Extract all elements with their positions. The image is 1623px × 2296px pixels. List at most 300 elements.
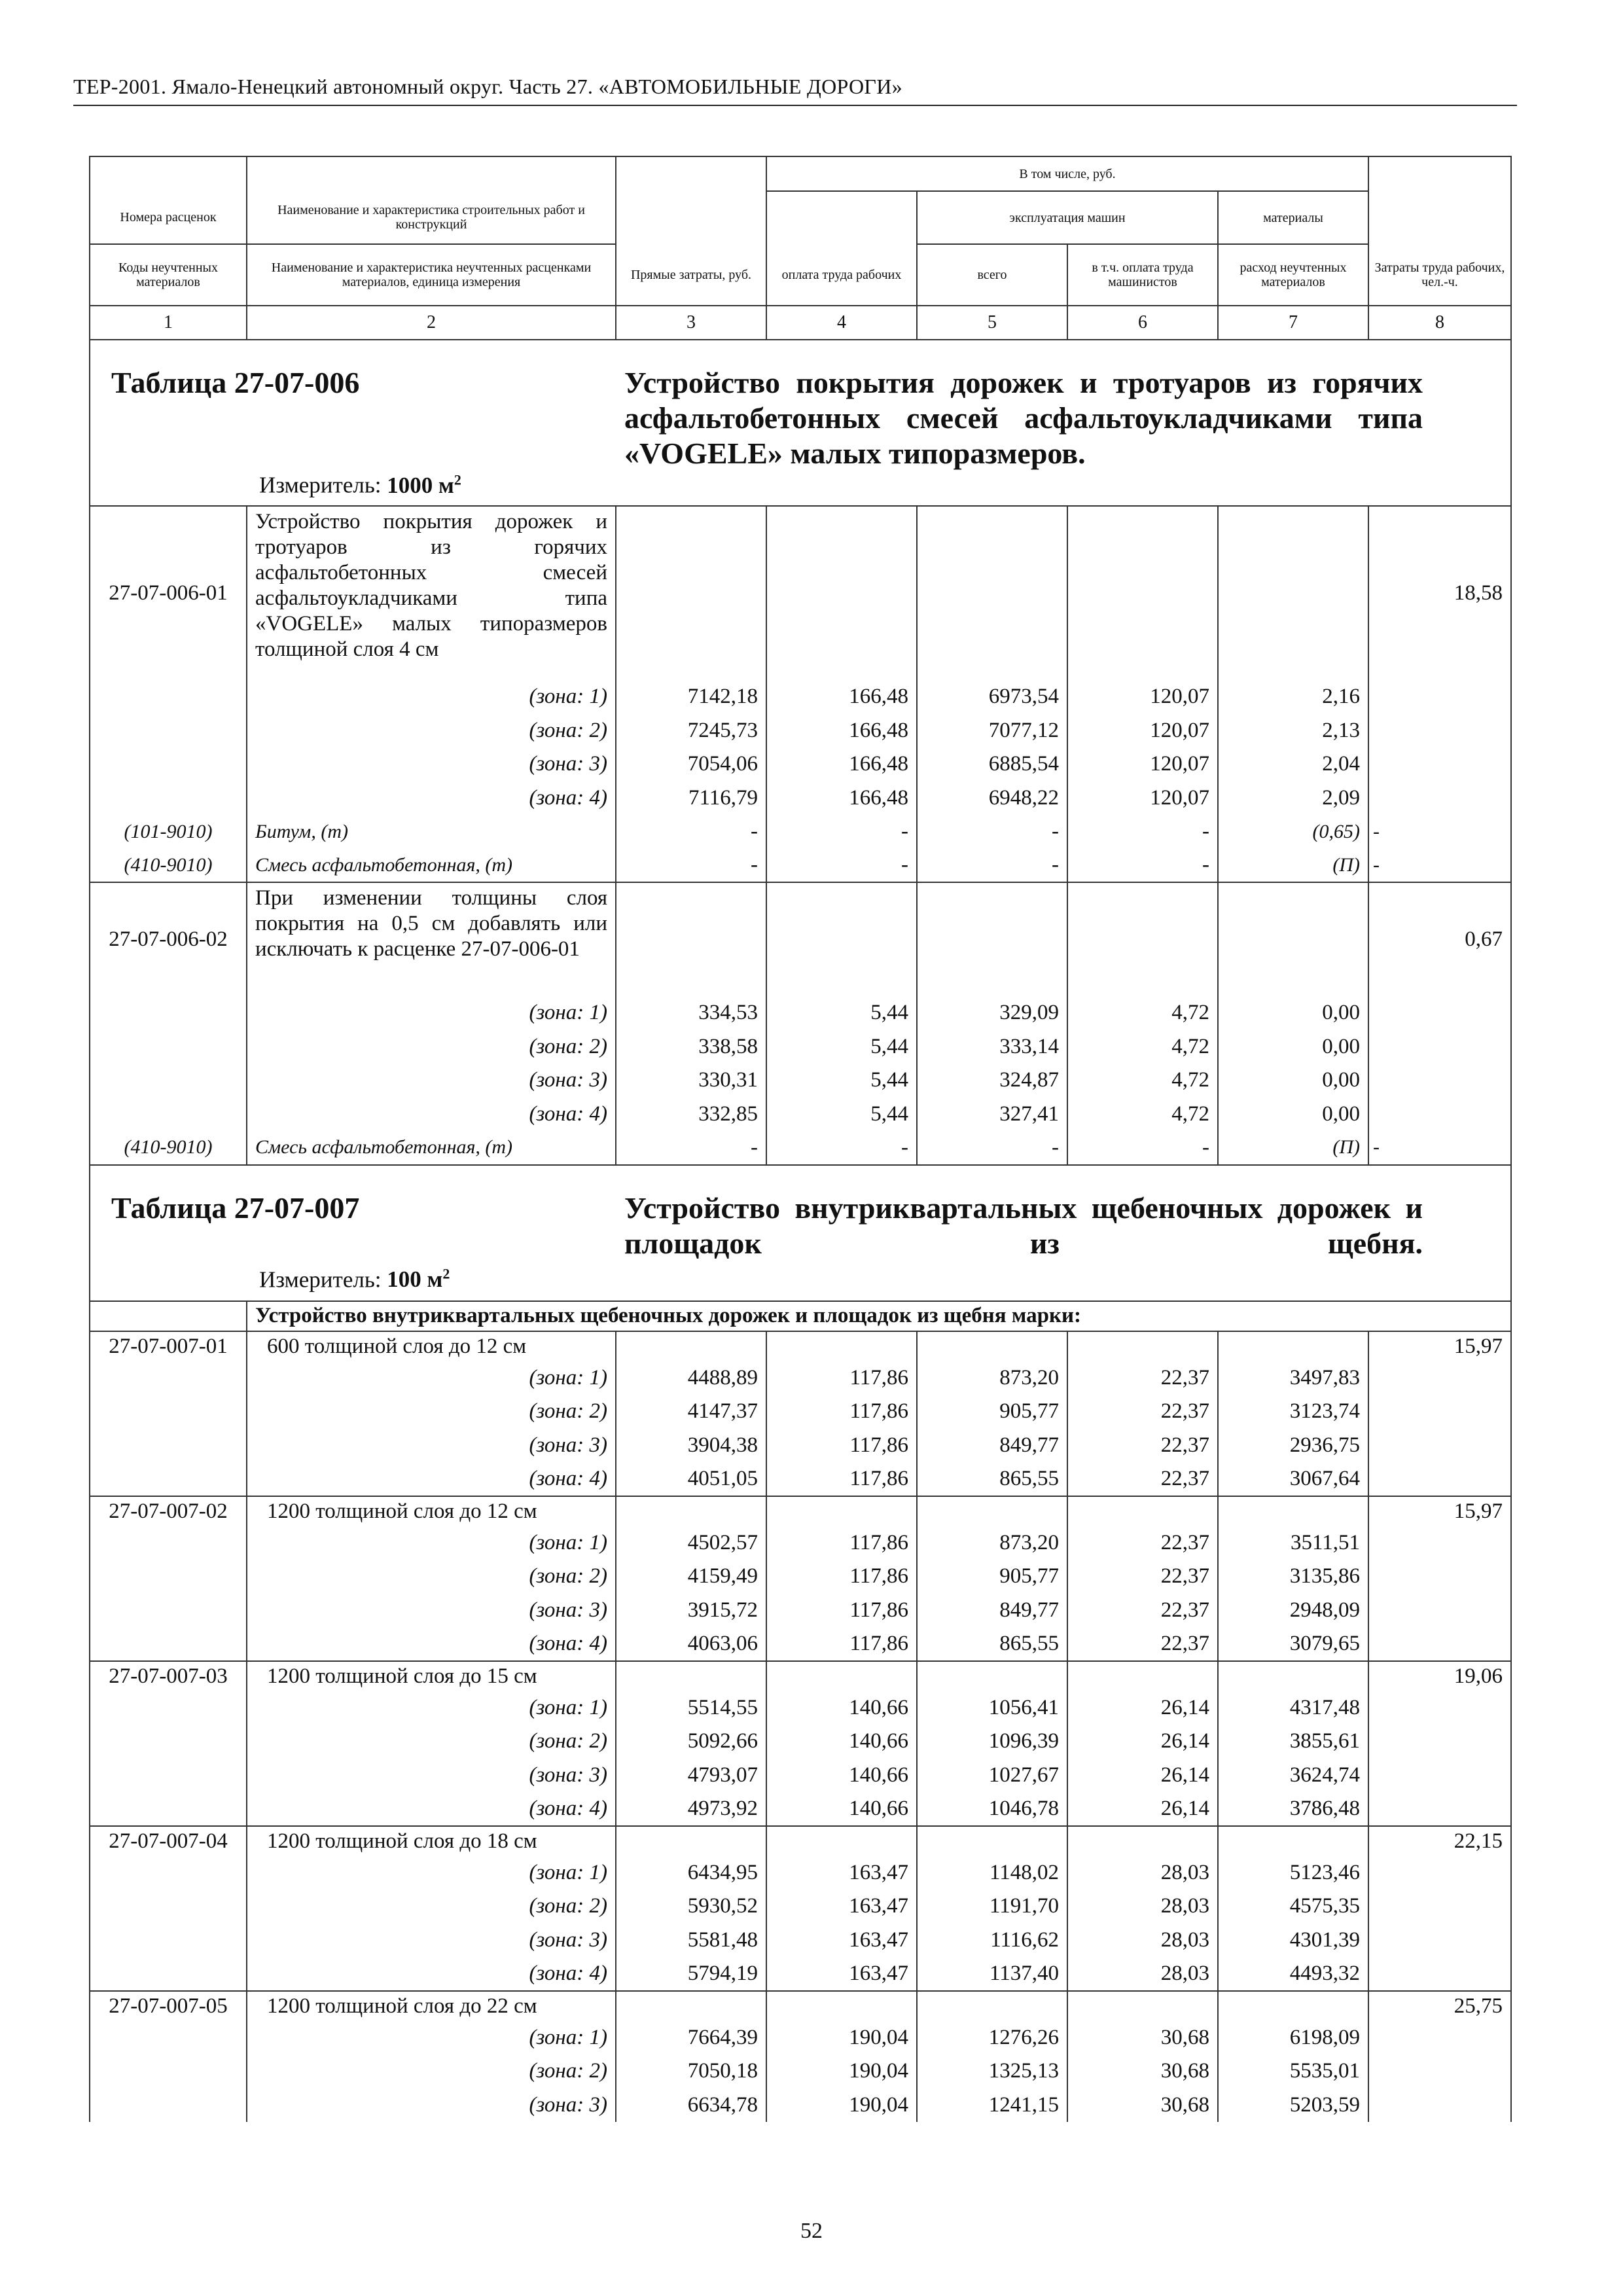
materials-cost: 2948,09 [1218, 1594, 1368, 1628]
zone-label: (зона: 3) [247, 1429, 616, 1463]
machines-cost: 7077,12 [917, 714, 1067, 748]
empty-cell [766, 1991, 917, 2021]
material-c4: - [766, 1131, 917, 1165]
zone-label: (зона: 1) [247, 1526, 616, 1560]
header-col6: в т.ч. оплата труда машинистов [1067, 244, 1218, 306]
materials-cost: 2936,75 [1218, 1429, 1368, 1463]
operators-cost: 30,68 [1067, 2054, 1218, 2089]
material-c4: - [766, 815, 917, 849]
material-code: (410-9010) [90, 1131, 247, 1165]
header-col1-bottom: Коды неучтенных материалов [90, 244, 247, 306]
zone-label: (зона: 2) [247, 1560, 616, 1594]
operators-cost: 22,37 [1067, 1395, 1218, 1429]
material-c6: - [1067, 849, 1218, 883]
wages-cost: 190,04 [766, 2089, 917, 2123]
machines-cost: 873,20 [917, 1361, 1067, 1395]
operators-cost: 22,37 [1067, 1462, 1218, 1496]
materials-cost: 2,04 [1218, 747, 1368, 781]
materials-cost: 0,00 [1218, 1064, 1368, 1098]
direct-cost: 4159,49 [616, 1560, 766, 1594]
operators-cost: 22,37 [1067, 1429, 1218, 1463]
zone-label: (зона: 1) [247, 1361, 616, 1395]
column-number: 8 [1368, 306, 1511, 340]
wages-cost: 190,04 [766, 2054, 917, 2089]
zone-label: (зона: 2) [247, 714, 616, 748]
direct-cost: 7245,73 [616, 714, 766, 748]
zone-label: (зона: 1) [247, 2021, 616, 2055]
header-rule [73, 105, 1517, 106]
machines-cost: 6973,54 [917, 680, 1067, 714]
header-machines: эксплуатация машин [917, 191, 1218, 244]
header-col1-top: Номера расценок [90, 191, 247, 244]
direct-cost: 338,58 [616, 1030, 766, 1064]
direct-cost: 3904,38 [616, 1429, 766, 1463]
material-c8: - [1368, 815, 1511, 849]
wages-cost: 5,44 [766, 1064, 917, 1098]
running-header: ТЕР-2001. Ямало-Ненецкий автономный округ. Часть 27. «АВТОМОБИЛЬНЫЕ ДОРОГИ» [73, 75, 902, 98]
material-c6: - [1067, 1131, 1218, 1165]
header-col8: Затраты труда рабочих, чел.-ч. [1368, 244, 1511, 306]
measure-value: 100 $м^2$ [387, 1265, 450, 1293]
wages-cost: 117,86 [766, 1594, 917, 1628]
empty-cell [1368, 1429, 1511, 1463]
empty-cell [90, 1098, 247, 1132]
wages-cost: 166,48 [766, 781, 917, 816]
zone-label: (зона: 4) [247, 1098, 616, 1132]
direct-cost: 330,31 [616, 1064, 766, 1098]
material-c3: - [616, 815, 766, 849]
zone-label: (зона: 3) [247, 747, 616, 781]
direct-cost: 7142,18 [616, 680, 766, 714]
direct-cost: 3915,72 [616, 1594, 766, 1628]
empty-cell [1368, 1725, 1511, 1759]
header-incl: В том числе, руб. [766, 156, 1368, 191]
empty-cell [1218, 1661, 1368, 1691]
empty-cell [90, 1395, 247, 1429]
zone-label: (зона: 3) [247, 1759, 616, 1793]
materials-cost: 3067,64 [1218, 1462, 1368, 1496]
rate-code: 27-07-007-01 [90, 1331, 247, 1361]
operators-cost: 22,37 [1067, 1361, 1218, 1395]
table007-section-header [90, 1165, 1511, 1301]
direct-cost: 334,53 [616, 996, 766, 1030]
materials-cost: 5123,46 [1218, 1856, 1368, 1890]
empty-cell [1368, 1030, 1511, 1064]
material-c5: - [917, 1131, 1067, 1165]
wages-cost: 163,47 [766, 1957, 917, 1991]
empty-cell [917, 1661, 1067, 1691]
zone-label: (зона: 2) [247, 1395, 616, 1429]
machines-cost: 324,87 [917, 1064, 1067, 1098]
operators-cost: 120,07 [1067, 680, 1218, 714]
direct-cost: 7054,06 [616, 747, 766, 781]
empty-cell [90, 1856, 247, 1890]
rate-description: 1200 толщиной слоя до 22 см [247, 1991, 616, 2021]
header-col3: Прямые затраты, руб. [616, 244, 766, 306]
operators-cost: 120,07 [1067, 714, 1218, 748]
empty-cell [90, 1030, 247, 1064]
operators-cost: 4,72 [1067, 1098, 1218, 1132]
operators-cost: 28,03 [1067, 1856, 1218, 1890]
material-name: Смесь асфальтобетонная, (т) [247, 849, 616, 883]
empty-cell [90, 1361, 247, 1395]
empty-cell [1067, 1826, 1218, 1856]
column-number: 5 [917, 306, 1067, 340]
empty-cell [616, 882, 766, 996]
empty-cell [90, 2021, 247, 2055]
operators-cost: 28,03 [1067, 1890, 1218, 1924]
empty-cell [1368, 1759, 1511, 1793]
rate-description: 600 толщиной слоя до 12 см [247, 1331, 616, 1361]
empty-cell [1368, 1924, 1511, 1958]
materials-cost: 4301,39 [1218, 1924, 1368, 1958]
column-number: 6 [1067, 306, 1218, 340]
machines-cost: 1056,41 [917, 1691, 1067, 1725]
zone-label: (зона: 1) [247, 996, 616, 1030]
direct-cost: 5514,55 [616, 1691, 766, 1725]
machines-cost: 865,55 [917, 1462, 1067, 1496]
direct-cost: 4051,05 [616, 1462, 766, 1496]
measure-sup: 2 [454, 471, 461, 488]
measure-value: 1000 $м^2$ [387, 471, 461, 498]
zone-label: (зона: 3) [247, 1924, 616, 1958]
direct-cost: 4793,07 [616, 1759, 766, 1793]
material-norm: (П) [1218, 849, 1368, 883]
direct-cost: 4973,92 [616, 1792, 766, 1826]
empty-cell [917, 1496, 1067, 1526]
empty-cell [766, 1826, 917, 1856]
empty-cell [1368, 1560, 1511, 1594]
empty-cell [1368, 1064, 1511, 1098]
empty-cell [1368, 714, 1511, 748]
zone-label: (зона: 2) [247, 1030, 616, 1064]
wages-cost: 140,66 [766, 1725, 917, 1759]
machines-cost: 6885,54 [917, 747, 1067, 781]
materials-cost: 5203,59 [1218, 2089, 1368, 2123]
direct-cost: 5581,48 [616, 1924, 766, 1958]
header-col5: всего [917, 244, 1067, 306]
zone-label: (зона: 2) [247, 1725, 616, 1759]
direct-cost: 5930,52 [616, 1890, 766, 1924]
wages-cost: 117,86 [766, 1462, 917, 1496]
empty-cell [1218, 1991, 1368, 2021]
operators-cost: 120,07 [1067, 747, 1218, 781]
column-number: 1 [90, 306, 247, 340]
operators-cost: 26,14 [1067, 1691, 1218, 1725]
empty-cell [917, 506, 1067, 680]
zone-label: (зона: 3) [247, 1064, 616, 1098]
materials-cost: 4317,48 [1218, 1691, 1368, 1725]
direct-cost: 4502,57 [616, 1526, 766, 1560]
table006-title: Таблица 27-07-006 [111, 366, 360, 399]
empty-cell [1067, 882, 1218, 996]
operators-cost: 26,14 [1067, 1725, 1218, 1759]
wages-cost: 117,86 [766, 1361, 917, 1395]
empty-cell [766, 1661, 917, 1691]
empty-cell [1067, 1331, 1218, 1361]
operators-cost: 22,37 [1067, 1627, 1218, 1661]
table007-subheading: Устройство внутриквартальных щебеночных дорожек и площадок из щебня марки: [247, 1301, 1511, 1331]
machines-cost: 1096,39 [917, 1725, 1067, 1759]
machines-cost: 849,77 [917, 1429, 1067, 1463]
operators-cost: 120,07 [1067, 781, 1218, 816]
materials-cost: 4493,32 [1218, 1957, 1368, 1991]
wages-cost: 140,66 [766, 1691, 917, 1725]
materials-cost: 3855,61 [1218, 1725, 1368, 1759]
empty-cell [616, 1331, 766, 1361]
wages-cost: 5,44 [766, 996, 917, 1030]
rate-description: Устройство покрытия дорожек и тротуаров из горячих асфальтобетонных смесей асфальтоукладчиками типа «VOGELE» малых типоразмеров толщиной слоя 4 см [247, 506, 616, 680]
direct-cost: 7050,18 [616, 2054, 766, 2089]
wages-cost: 117,86 [766, 1429, 917, 1463]
empty-cell [90, 1890, 247, 1924]
machines-cost: 1116,62 [917, 1924, 1067, 1958]
header-col4: оплата труда рабочих [766, 244, 917, 306]
wages-cost: 5,44 [766, 1098, 917, 1132]
empty-cell [1368, 1890, 1511, 1924]
zone-label: (зона: 2) [247, 1890, 616, 1924]
machines-cost: 849,77 [917, 1594, 1067, 1628]
labor-cost: 25,75 [1368, 1991, 1511, 2021]
wages-cost: 140,66 [766, 1759, 917, 1793]
materials-cost: 3624,74 [1218, 1759, 1368, 1793]
zone-label: (зона: 1) [247, 1691, 616, 1725]
zone-label: (зона: 1) [247, 1856, 616, 1890]
empty-cell [90, 1759, 247, 1793]
empty-cell [616, 1661, 766, 1691]
empty-cell [917, 1826, 1067, 1856]
measure-sup: 2 [442, 1265, 450, 1282]
materials-cost: 3123,74 [1218, 1395, 1368, 1429]
wages-cost: 117,86 [766, 1560, 917, 1594]
table007-measure [259, 1266, 450, 1293]
machines-cost: 1191,70 [917, 1890, 1067, 1924]
materials-cost: 0,00 [1218, 996, 1368, 1030]
empty-cell [1218, 1826, 1368, 1856]
header-col2-bottom: Наименование и характеристика неучтенных расценками материалов, единица измерения [247, 244, 616, 306]
materials-cost: 2,16 [1218, 680, 1368, 714]
empty-cell [1368, 1627, 1511, 1661]
wages-cost: 117,86 [766, 1627, 917, 1661]
wages-cost: 117,86 [766, 1395, 917, 1429]
empty-cell [90, 2054, 247, 2089]
labor-cost: 18,58 [1368, 506, 1511, 680]
empty-cell [90, 781, 247, 816]
price-table [89, 156, 1512, 2122]
material-norm: (0,65) [1218, 815, 1368, 849]
operators-cost: 28,03 [1067, 1957, 1218, 1991]
table006-description: Устройство покрытия дорожек и тротуаров из горячих асфальтобетонных смесей асфальтоукладчиками типа «VOGELE» малых типоразмеров. [624, 366, 1423, 470]
column-number: 3 [616, 306, 766, 340]
table006-measure [259, 471, 461, 499]
labor-cost: 22,15 [1368, 1826, 1511, 1856]
operators-cost: 26,14 [1067, 1759, 1218, 1793]
empty-cell [1368, 680, 1511, 714]
header-col2-top: Наименование и характеристика строительных работ и конструкций [247, 191, 616, 244]
empty-cell [1368, 781, 1511, 816]
material-name: Смесь асфальтобетонная, (т) [247, 1131, 616, 1165]
labor-cost: 19,06 [1368, 1661, 1511, 1691]
empty-cell [917, 882, 1067, 996]
machines-cost: 1137,40 [917, 1957, 1067, 1991]
rate-code: 27-07-007-02 [90, 1496, 247, 1526]
empty-cell [1368, 747, 1511, 781]
empty-cell [1368, 1526, 1511, 1560]
empty-cell [90, 1429, 247, 1463]
empty-cell [766, 1331, 917, 1361]
empty-cell [1368, 1098, 1511, 1132]
page-number: 52 [800, 2219, 823, 2243]
direct-cost: 7664,39 [616, 2021, 766, 2055]
machines-cost: 905,77 [917, 1560, 1067, 1594]
labor-cost: 15,97 [1368, 1331, 1511, 1361]
material-c8: - [1368, 849, 1511, 883]
direct-cost: 5794,19 [616, 1957, 766, 1991]
materials-cost: 4575,35 [1218, 1890, 1368, 1924]
empty-cell [90, 1957, 247, 1991]
wages-cost: 163,47 [766, 1890, 917, 1924]
empty-cell [90, 1064, 247, 1098]
wages-cost: 166,48 [766, 714, 917, 748]
machines-cost: 905,77 [917, 1395, 1067, 1429]
empty-cell [90, 2089, 247, 2123]
material-c5: - [917, 849, 1067, 883]
machines-cost: 1276,26 [917, 2021, 1067, 2055]
table007-description: Устройство внутриквартальных щебеночных дорожек и площадок из щебня. [624, 1191, 1423, 1260]
rate-code: 27-07-007-05 [90, 1991, 247, 2021]
empty-cell [90, 996, 247, 1030]
machines-cost: 327,41 [917, 1098, 1067, 1132]
empty-cell [90, 1792, 247, 1826]
machines-cost: 1046,78 [917, 1792, 1067, 1826]
material-code: (410-9010) [90, 849, 247, 883]
table006-section-header [90, 340, 1511, 506]
machines-cost: 865,55 [917, 1627, 1067, 1661]
empty-cell [766, 1496, 917, 1526]
direct-cost: 4063,06 [616, 1627, 766, 1661]
rate-code: 27-07-006-01 [90, 506, 247, 680]
empty-cell [90, 714, 247, 748]
materials-cost: 0,00 [1218, 1098, 1368, 1132]
machines-cost: 1325,13 [917, 2054, 1067, 2089]
empty-cell [1368, 1856, 1511, 1890]
material-c6: - [1067, 815, 1218, 849]
empty-cell [90, 1526, 247, 1560]
materials-cost: 3511,51 [1218, 1526, 1368, 1560]
machines-cost: 329,09 [917, 996, 1067, 1030]
material-c3: - [616, 1131, 766, 1165]
empty-cell [1368, 2054, 1511, 2089]
materials-cost: 2,09 [1218, 781, 1368, 816]
zone-label: (зона: 4) [247, 1462, 616, 1496]
empty-cell [1067, 506, 1218, 680]
wages-cost: 166,48 [766, 747, 917, 781]
empty-cell [616, 1496, 766, 1526]
measure-label: Измеритель: [259, 1266, 382, 1293]
material-c8: - [1368, 1131, 1511, 1165]
column-number: 7 [1218, 306, 1368, 340]
rate-description: 1200 толщиной слоя до 12 см [247, 1496, 616, 1526]
wages-cost: 163,47 [766, 1924, 917, 1958]
zone-label: (зона: 2) [247, 2054, 616, 2089]
operators-cost: 30,68 [1067, 2089, 1218, 2123]
rate-description: 1200 толщиной слоя до 18 см [247, 1826, 616, 1856]
operators-cost: 4,72 [1067, 996, 1218, 1030]
empty-cell [917, 1331, 1067, 1361]
empty-cell [90, 1924, 247, 1958]
empty-cell [616, 1826, 766, 1856]
header-col7: расход неучтенных материалов [1218, 244, 1368, 306]
materials-cost: 0,00 [1218, 1030, 1368, 1064]
material-c3: - [616, 849, 766, 883]
operators-cost: 22,37 [1067, 1594, 1218, 1628]
operators-cost: 22,37 [1067, 1526, 1218, 1560]
zone-label: (зона: 4) [247, 1627, 616, 1661]
empty-cell [1368, 2089, 1511, 2123]
empty-cell [90, 1560, 247, 1594]
empty-cell [90, 1627, 247, 1661]
empty-cell [90, 1691, 247, 1725]
direct-cost: 7116,79 [616, 781, 766, 816]
wages-cost: 166,48 [766, 680, 917, 714]
direct-cost: 6434,95 [616, 1856, 766, 1890]
operators-cost: 4,72 [1067, 1064, 1218, 1098]
empty-cell [90, 1462, 247, 1496]
wages-cost: 163,47 [766, 1856, 917, 1890]
empty-cell [1218, 1496, 1368, 1526]
empty-cell [1368, 2021, 1511, 2055]
empty-cell [1368, 1395, 1511, 1429]
empty-cell [766, 882, 917, 996]
zone-label: (зона: 4) [247, 1957, 616, 1991]
empty-cell [1067, 1991, 1218, 2021]
machines-cost: 6948,22 [917, 781, 1067, 816]
materials-cost: 3079,65 [1218, 1627, 1368, 1661]
machines-cost: 1148,02 [917, 1856, 1067, 1890]
table007-title: Таблица 27-07-007 [111, 1191, 360, 1225]
empty-cell [1368, 1594, 1511, 1628]
rate-code: 27-07-007-04 [90, 1826, 247, 1856]
rate-code: 27-07-006-02 [90, 882, 247, 996]
empty-cell [1218, 506, 1368, 680]
empty-cell [917, 1991, 1067, 2021]
machines-cost: 873,20 [917, 1526, 1067, 1560]
direct-cost: 5092,66 [616, 1725, 766, 1759]
empty-cell [90, 1594, 247, 1628]
operators-cost: 30,68 [1067, 2021, 1218, 2055]
wages-cost: 140,66 [766, 1792, 917, 1826]
empty-cell [90, 747, 247, 781]
measure-label: Измеритель: [259, 472, 382, 498]
operators-cost: 26,14 [1067, 1792, 1218, 1826]
empty-cell [1368, 1691, 1511, 1725]
material-norm: (П) [1218, 1131, 1368, 1165]
direct-cost: 4488,89 [616, 1361, 766, 1395]
zone-label: (зона: 1) [247, 680, 616, 714]
wages-cost: 117,86 [766, 1526, 917, 1560]
materials-cost: 3786,48 [1218, 1792, 1368, 1826]
materials-cost: 3135,86 [1218, 1560, 1368, 1594]
materials-cost: 2,13 [1218, 714, 1368, 748]
zone-label: (зона: 3) [247, 1594, 616, 1628]
empty-cell [90, 680, 247, 714]
zone-label: (зона: 4) [247, 781, 616, 816]
column-number: 2 [247, 306, 616, 340]
empty-cell [1218, 882, 1368, 996]
empty-cell [766, 506, 917, 680]
material-code: (101-9010) [90, 815, 247, 849]
materials-cost: 5535,01 [1218, 2054, 1368, 2089]
